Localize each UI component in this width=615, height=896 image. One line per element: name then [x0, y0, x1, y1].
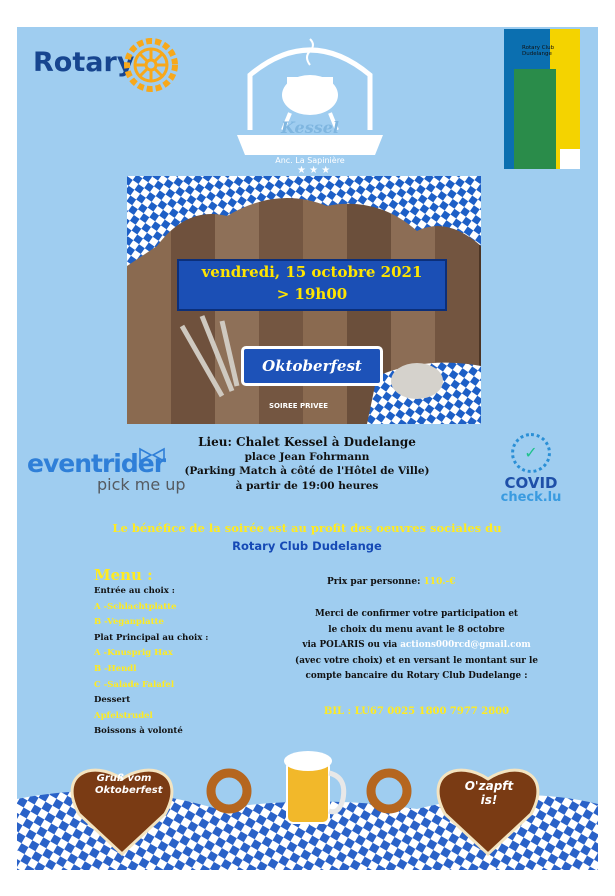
bank-iban: BIL : LU67 0025 1800 7977 2800: [323, 706, 510, 717]
eventrider-slogan: pick me up: [97, 475, 186, 494]
benefit-line-1: Le bénéfice de la soirée est au profit des oeuvres sociales du: [112, 521, 502, 535]
event-date-box: [177, 259, 447, 311]
private-event-label: SOIREE PRIVEE: [269, 402, 329, 410]
venue-info: [167, 435, 447, 493]
event-date: vendredi, 15 octobre 2021: [201, 263, 423, 281]
oktoberfest-sign: Oktoberfest: [241, 346, 383, 386]
confirm-line-3: via POLARIS ou via: [302, 640, 398, 651]
menu-title: Menu :: [94, 566, 153, 584]
eventrider-brand: eventrider: [27, 449, 166, 478]
drinks-line: Boissons à volonté: [94, 726, 183, 737]
menu-section: [94, 566, 208, 740]
kessel-name: Kessel: [280, 118, 339, 137]
price-line: [327, 577, 455, 587]
menu-item: C -Salade Falafel: [94, 679, 175, 690]
benefit-line-2: Rotary Club Dudelange: [232, 539, 382, 553]
covid-label: COVID: [504, 474, 558, 492]
venue-line-2: place Jean Fohrmann: [244, 450, 370, 463]
contact-email[interactable]: actions000rcd@gmail.com: [400, 640, 531, 651]
rotary-wordmark: Rotary: [33, 47, 135, 78]
price-value: 110.-€: [423, 577, 456, 587]
confirm-line-4: (avec votre choix) et en versant le montant sur le: [295, 655, 538, 666]
covid-check-icon: ✓: [511, 433, 551, 473]
menu-item: A -Schlachtplatte: [94, 601, 177, 612]
plat-heading: Plat Principal au choix :: [94, 632, 209, 643]
dessert-heading: Dessert: [94, 695, 131, 706]
menu-item: Apfelstrudel: [94, 710, 153, 721]
venue-line-4: à partir de 19:00 heures: [235, 479, 379, 492]
covid-check-logo: [491, 433, 571, 505]
entree-heading: Entrée au choix :: [94, 586, 175, 596]
svg-text:★ ★ ★: ★ ★ ★: [297, 165, 331, 175]
confirm-line-5: compte bancaire du Rotary Club Dudelange :: [305, 671, 528, 682]
venue-line-3: (Parking Match à côté de l'Hôtel de Ville): [184, 465, 430, 477]
flyer: [17, 27, 598, 870]
kessel-logo: [235, 35, 385, 175]
confirm-line-2: le choix du menu avant le: [328, 624, 455, 635]
heart-left-text: Gruß vom Oktoberfest: [95, 773, 163, 796]
venue-line-1: Lieu: Chalet Kessel à Dudelange: [198, 435, 416, 449]
oktoberfest-hero-image: [127, 176, 481, 424]
deadline-date: 8 octobre: [457, 624, 505, 635]
event-time: > 19h00: [276, 285, 348, 303]
rotary-wheel-icon: [123, 37, 179, 93]
rotary-club-dudelange-logo: Rotary Club Dudelange: [504, 29, 580, 169]
price-label: Prix par personne:: [327, 577, 421, 587]
heart-right-text: O'zapft is!: [464, 779, 514, 807]
menu-item: A -Knusprig Hax: [94, 648, 173, 659]
menu-item: B -Veganplatte: [94, 617, 164, 628]
svg-text:Anc. La Sapinière: Anc. La Sapinière: [275, 156, 345, 165]
menu-item: B -Hendl: [94, 663, 137, 674]
bowtie-icon: [139, 447, 165, 463]
benefit-notice: [57, 519, 557, 555]
confirmation-instructions: [279, 607, 554, 685]
confirm-line-1: Merci de confirmer votre participation et: [315, 609, 518, 619]
covid-check-label: check.lu: [500, 490, 562, 505]
